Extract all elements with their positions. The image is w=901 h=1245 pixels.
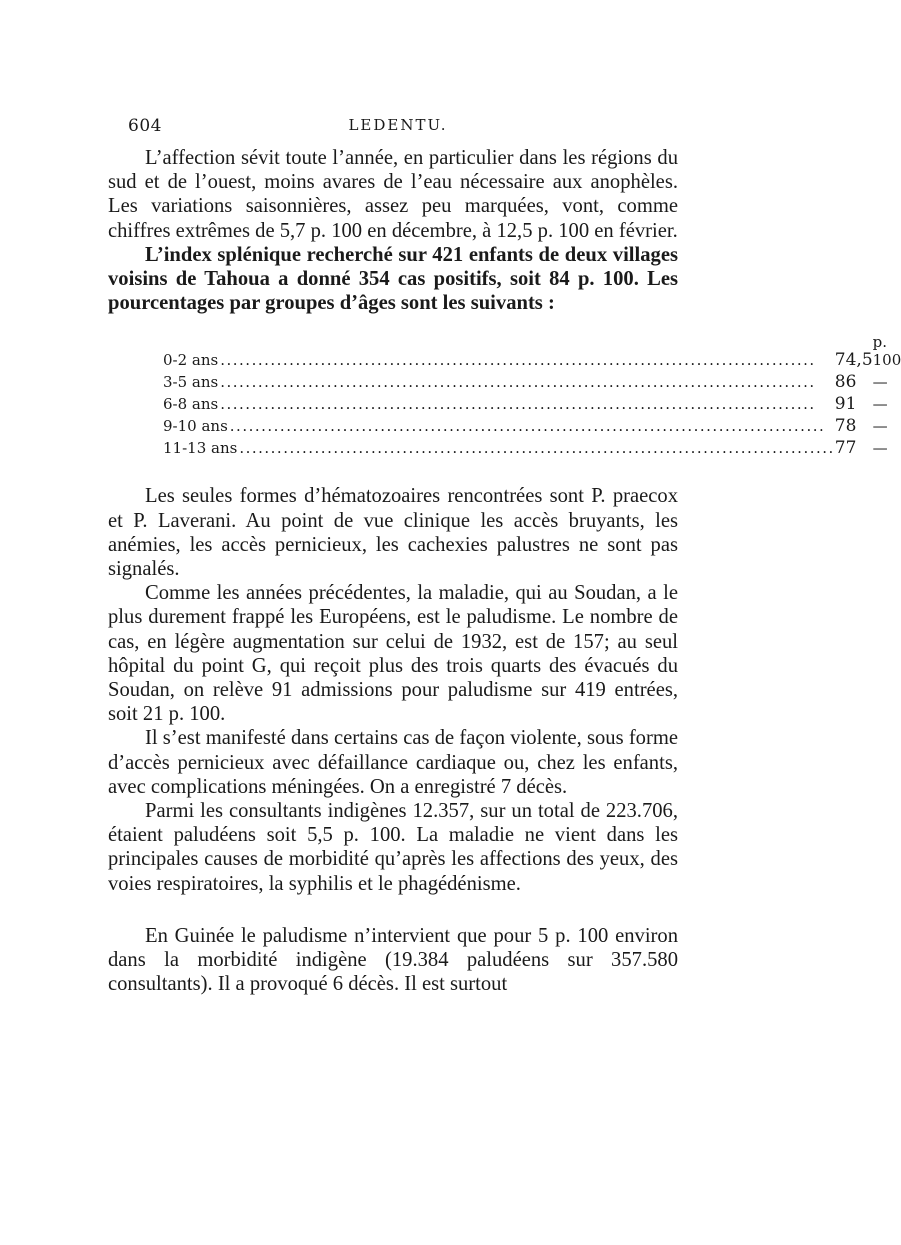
leader-dots: ............................................................................................... <box>220 395 816 414</box>
age-group-label: 3-5 ans <box>163 373 219 392</box>
paragraph-splenic-index: L’index splénique recherché sur 421 enfants de deux villages voisins de Tahoua a donné 354 cas positifs, soit 84 p. 100. Les pourcentages par groupes d’âges sont les suivants : <box>108 243 678 315</box>
percentage-unit: — <box>872 439 888 458</box>
table-row <box>163 435 901 457</box>
table-row <box>163 413 901 435</box>
paragraph-seasonal-variation: L’affection sévit toute l’année, en particulier dans les régions du sud et de l’ouest, moins avares de l’eau nécessaire aux anophèles. Les variations saisonnières, assez peu marquées, vont, comme chiffres extrêmes de 5,7 p. 100 en décembre, à 12,5 p. 100 en février. <box>108 147 678 242</box>
paragraph-soudan: Comme les années précédentes, la maladie, qui au Soudan, a le plus durement frappé les Européens, est le paludisme. Le nombre de cas, en légère augmentation sur celui de 1932, est de 157; au seul hôpital du point G, qui reçoit plus des trois quarts des évacués du Soudan, on relève 91 admissions pour paludisme sur 419 entrées, soit 21 p. 100. <box>108 582 678 726</box>
leader-dots: ............................................................................................... <box>220 373 816 392</box>
page-header <box>128 116 668 146</box>
percentage-value: 91 <box>834 394 857 415</box>
paragraph-indigenous-consultants: Parmi les consultants indigènes 12.357, sur un total de 223.706, étaient paludéens soit 5,5 p. 100. La maladie ne vient dans les principales causes de morbidité qu’après les affections des yeux, des voies respiratoires, la syphilis et le phagédénisme. <box>108 800 678 895</box>
percentage-value: 78 <box>834 416 857 437</box>
age-group-label: 0-2 ans <box>163 351 219 370</box>
paragraph-violent-cases: Il s’est manifesté dans certains cas de façon violente, sous forme d’accès pernicieux avec défaillance cardiaque ou, chez les enfants, avec complications méningées. On a enregistré 7 décès. <box>108 727 678 798</box>
age-group-label: 11-13 ans <box>163 439 238 458</box>
age-group-label: 9-10 ans <box>163 417 228 436</box>
leader-dots: ............................................................................................... <box>220 351 816 370</box>
body-text <box>108 146 901 996</box>
percentage-value: 77 <box>834 438 857 459</box>
paragraph-guinee: En Guinée le paludisme n’intervient que pour 5 p. 100 environ dans la morbidité indigène (19.384 paludéens sur 357.580 consultants). Il a provoqué 6 décès. Il est surtout <box>108 924 678 996</box>
paragraph-hematozoa: Les seules formes d’hématozoaires rencontrées sont P. praecox et P. Laverani. Au point de vue clinique les accès bruyants, les anémies, les accès pernicieux, les cachexies palustres ne sont pas signalés. <box>108 485 678 581</box>
percentage-unit: p. 100 <box>872 333 901 370</box>
percentage-value: 86 <box>834 372 857 393</box>
table-row <box>163 369 901 391</box>
percentage-unit: — <box>872 417 888 436</box>
leader-dots: ............................................................................................... <box>229 417 826 436</box>
running-head: LEDENTU. <box>348 116 448 134</box>
percentage-value: 74,5 <box>834 350 873 371</box>
percentage-unit: — <box>872 395 888 414</box>
table-row <box>163 333 901 369</box>
percentage-unit: — <box>872 373 888 392</box>
page-number: 604 <box>128 116 162 136</box>
table-row <box>163 391 901 413</box>
age-group-table <box>163 333 901 457</box>
leader-dots: ............................................................................................... <box>239 439 835 458</box>
age-group-label: 6-8 ans <box>163 395 219 414</box>
